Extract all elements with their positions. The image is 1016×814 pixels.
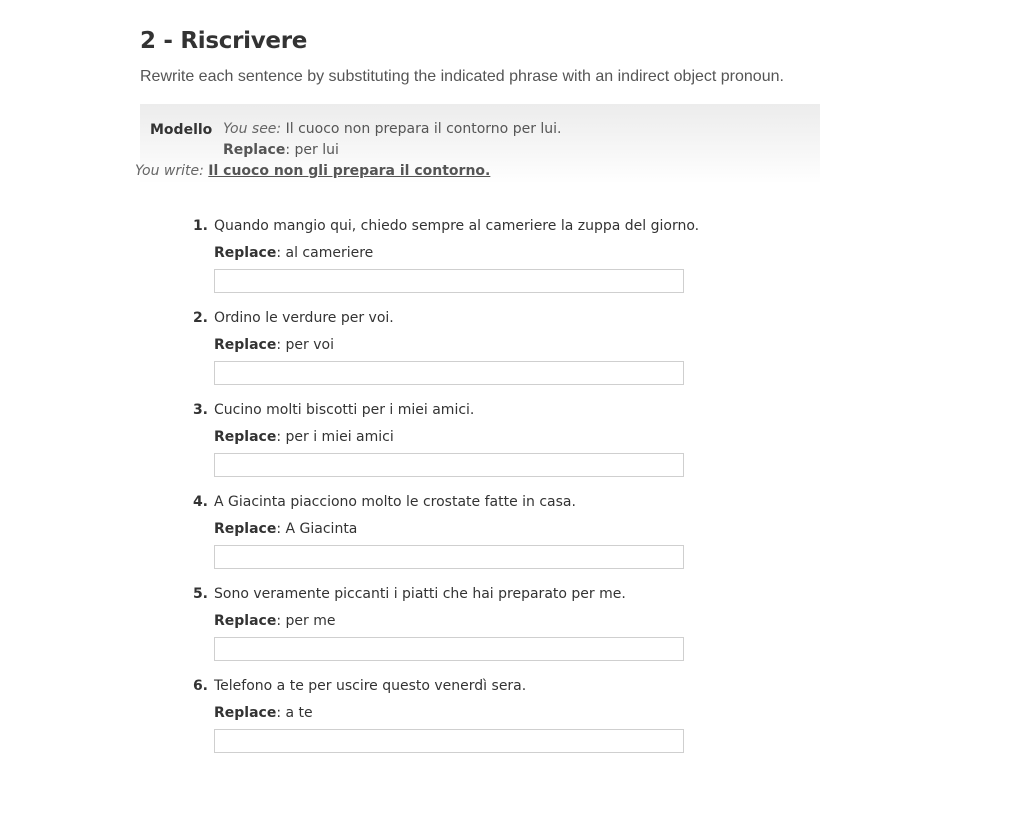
answer-input-5[interactable] bbox=[214, 637, 684, 661]
answer-input-4[interactable] bbox=[214, 545, 684, 569]
item-replace-sep: : bbox=[276, 613, 282, 629]
model-you-write-label: You write: bbox=[135, 163, 204, 179]
item-replace-line bbox=[214, 429, 394, 445]
model-you-see-label: You see: bbox=[223, 121, 282, 137]
exercise-section bbox=[135, 28, 820, 721]
item-number: 5. bbox=[192, 586, 208, 602]
model-label: Modello bbox=[150, 122, 213, 138]
answer-input-3[interactable] bbox=[214, 453, 684, 477]
answer-input-6[interactable] bbox=[214, 729, 684, 753]
item-sentence: A Giacinta piacciono molto le crostate fatte in casa. bbox=[214, 494, 576, 510]
item-number: 6. bbox=[192, 678, 208, 694]
item-replace-sep: : bbox=[276, 245, 282, 261]
item-number: 2. bbox=[192, 310, 208, 326]
model-replace-label: Replace bbox=[223, 142, 286, 158]
item-replace-label: Replace bbox=[214, 245, 277, 261]
item-replace-sep: : bbox=[276, 705, 282, 721]
item-number: 4. bbox=[192, 494, 208, 510]
model-replace-text: per lui bbox=[294, 142, 339, 158]
item-replace-line bbox=[214, 521, 357, 537]
item-replace-line bbox=[214, 705, 313, 721]
item-number: 1. bbox=[192, 218, 208, 234]
item-replace-label: Replace bbox=[214, 613, 277, 629]
section-instructions: Rewrite each sentence by substituting the indicated phrase with an indirect object pronoun. bbox=[140, 68, 784, 85]
section-title: 2 - Riscrivere bbox=[140, 28, 308, 54]
item-replace-label: Replace bbox=[214, 337, 277, 353]
item-replace-line bbox=[214, 245, 373, 261]
item-replace-sep: : bbox=[276, 337, 282, 353]
item-replace-text: per me bbox=[285, 613, 336, 629]
item-replace-label: Replace bbox=[214, 429, 277, 445]
item-replace-text: a te bbox=[285, 705, 313, 721]
item-replace-text: A Giacinta bbox=[285, 521, 358, 537]
model-you-write-text: Il cuoco non gli prepara il contorno. bbox=[208, 163, 491, 179]
item-replace-line bbox=[214, 613, 335, 629]
model-replace-sep: : bbox=[285, 142, 291, 158]
item-replace-line bbox=[214, 337, 334, 353]
item-number: 3. bbox=[192, 402, 208, 418]
model-you-write-line bbox=[135, 163, 490, 179]
item-replace-text: per voi bbox=[285, 337, 334, 353]
model-replace-line bbox=[223, 142, 339, 158]
item-sentence: Sono veramente piccanti i piatti che hai preparato per me. bbox=[214, 586, 626, 602]
item-replace-text: al cameriere bbox=[285, 245, 374, 261]
item-sentence: Ordino le verdure per voi. bbox=[214, 310, 394, 326]
item-replace-text: per i miei amici bbox=[285, 429, 394, 445]
item-sentence: Telefono a te per uscire questo venerdì sera. bbox=[214, 678, 527, 694]
model-example-box bbox=[135, 104, 820, 184]
model-you-see-line bbox=[223, 121, 562, 137]
answer-input-2[interactable] bbox=[214, 361, 684, 385]
item-replace-sep: : bbox=[276, 429, 282, 445]
item-replace-label: Replace bbox=[214, 521, 277, 537]
item-sentence: Quando mangio qui, chiedo sempre al cameriere la zuppa del giorno. bbox=[214, 218, 700, 234]
item-replace-label: Replace bbox=[214, 705, 277, 721]
answer-input-1[interactable] bbox=[214, 269, 684, 293]
item-replace-sep: : bbox=[276, 521, 282, 537]
model-you-see-text: Il cuoco non prepara il contorno per lui. bbox=[285, 121, 562, 137]
item-sentence: Cucino molti biscotti per i miei amici. bbox=[214, 402, 475, 418]
